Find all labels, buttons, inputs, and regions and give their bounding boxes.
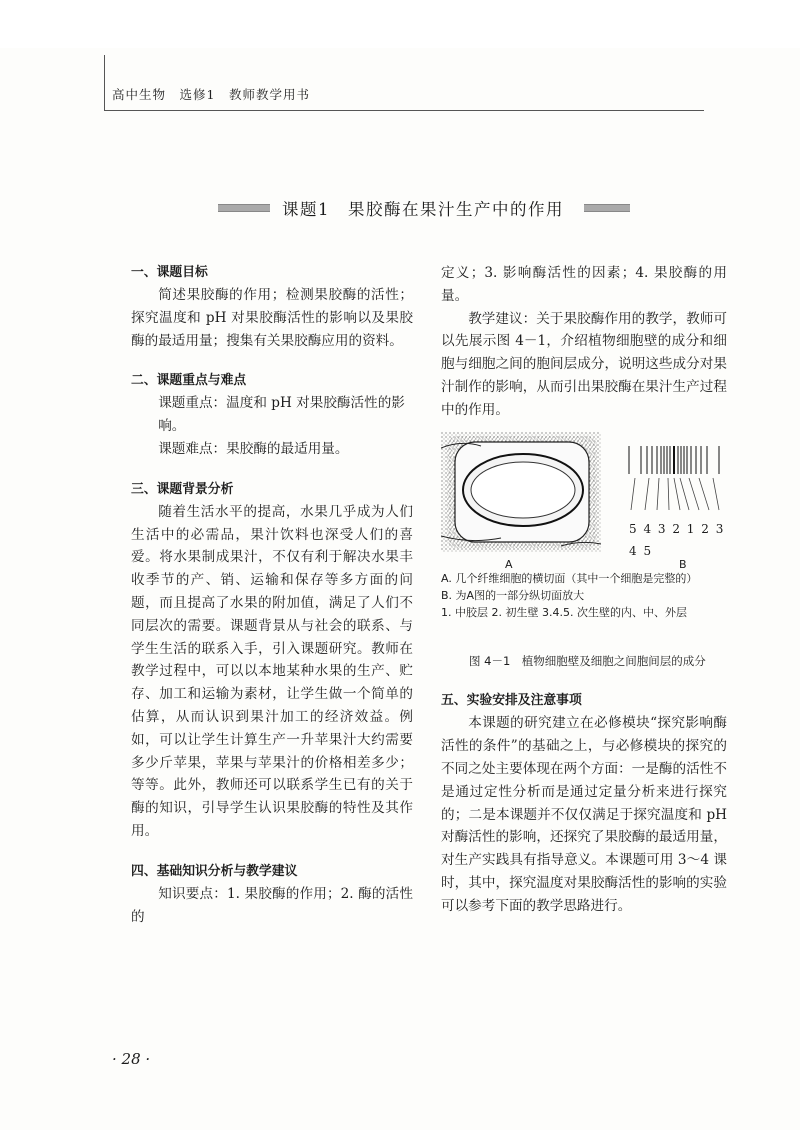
paragraph [441, 308, 727, 422]
right-column [441, 262, 727, 918]
figure-label-b: B [679, 557, 687, 571]
text-line: 了水果的附加值，满足了人们不同层次的需要。 [131, 594, 414, 634]
text-line: 是通过定性分析而是通过定量分析来进行探究的； [441, 783, 727, 823]
figure-layer-numbers: 5 4 3 2 1 2 3 4 5 [629, 521, 725, 559]
figure-label-a: A [505, 557, 513, 571]
text-line: 相差多少；等等。此外，教师还可以联系学生已 [131, 754, 414, 794]
chapter-title-block [200, 194, 630, 224]
text-line: 让学生做一个简单的估算，从而认识到果汁加工 [131, 686, 414, 725]
text-line: 手，引入课题研究。教师在教学过程中，可以以 [131, 640, 414, 680]
text-line: 活性的影响，还探究了果胶酶的最适用量，对生 [441, 829, 728, 869]
text-line: 课题背景从与社会的联系、与学生生活的联系入 [131, 617, 414, 657]
page-number: · 28 · [112, 1050, 151, 1068]
text-line: 有的关于酶的知识，引导学生认识果胶酶的特性 [131, 777, 414, 817]
text-line: 究温度和 pH 对果胶酶活性的影响以及果胶酶的 [131, 309, 414, 349]
text-line: 及其作用。 [131, 800, 414, 839]
figure-caption: 图 4－1 植物细胞壁及细胞之间胞间层的成分 [469, 653, 706, 668]
chapter-title: 课题1 果胶酶在果汁生产中的作用 [282, 200, 564, 219]
paragraph [131, 501, 413, 843]
text-line: 课题重点：温度和 pH 对果胶酶活性的影响。 [158, 395, 405, 435]
text-line: 随着生活水平的提高，水果几乎成为人们生 [131, 503, 413, 543]
section-heading: 三、课题背景分析 [131, 481, 234, 497]
figure-4-1 [441, 432, 727, 619]
text-line: 本地某种水果的生产、贮存、加工和运输为素材， [131, 663, 414, 703]
title-decor-bar-left [218, 204, 270, 212]
cell-cross-section-illustration [441, 432, 601, 552]
text-line: 不同之处主要体现在两个方面：一是酶的活性不 [441, 760, 727, 777]
legend-line: A. 几个纤维细胞的横切面（其中一个细胞是完整的） [441, 571, 698, 585]
section-heading: 四、基础知识分析与教学建议 [131, 863, 298, 879]
text-line: 本课题的研究建立在必修模块“探究影响酶 [468, 715, 727, 732]
text-line: 活中的必需品，果汁饮料也深受人们的喜爱。将 [131, 526, 414, 566]
header-rule [104, 110, 704, 111]
text-line: 产实践具有指导意义。本课题可用 3～4 课时，其 [441, 852, 727, 891]
legend-line: 1. 中胶层 2. 初生壁 3.4.5. 次生壁的内、中、外层 [441, 605, 687, 619]
text-line: 果汁大约需要多少斤苹果，苹果与苹果汁的价格 [131, 731, 414, 771]
text-line: 以先展示图 4－1，介绍植物细胞壁的成分和细胞 [441, 333, 727, 373]
left-column [131, 262, 413, 928]
text-line: 制作的影响，从而引出果胶酶在果汁生产过程中 [441, 378, 728, 418]
header-vertical-rule [104, 55, 105, 111]
text-line: 活性的条件”的基础之上，与必修模块的探究的 [441, 738, 727, 755]
text-line: 的作用。 [454, 401, 509, 418]
text-line: 水果制成果汁，不仅有利于解决水果丰收季节的 [131, 549, 414, 589]
text-line: 最适用量；搜集有关果胶酶应用的资料。 [158, 332, 403, 349]
text-line: 考下面的教学思路进行。 [481, 897, 632, 914]
paragraph: 知识要点：1. 果胶酶的作用；2. 酶的活性的 [131, 885, 413, 925]
text-line: 的经济效益。例如，可以让学生计算生产一升苹 [131, 708, 413, 748]
text-line: 中，探究温度对果胶酶活性的影响的实验可以参 [441, 874, 728, 914]
text-line: 二是本课题并不仅仅满足于探究温度和 pH 对酶 [441, 806, 728, 846]
scan-top-band [0, 0, 800, 48]
paragraph [441, 712, 727, 917]
text-line: 教学建议：关于果胶酶作用的教学，教师可 [468, 310, 727, 327]
figure-legend [441, 570, 731, 621]
section-heading: 二、课题重点与难点 [131, 373, 247, 389]
running-header: 高中生物 选修1 教师教学用书 [112, 87, 310, 102]
legend-line: B. 为A图的一部分纵切面放大 [441, 588, 585, 602]
text-line: 简述果胶酶的作用；检测果胶酶的活性；探 [131, 287, 413, 326]
cell-wall-layers-illustration [623, 432, 727, 522]
text-line: 课题难点：果胶酶的最适用量。 [158, 440, 349, 457]
text-line: 产、销、运输和保存等多方面的问题，而且提高 [131, 572, 414, 611]
paragraph [131, 284, 413, 352]
text-line: 与细胞之间的胞间层成分，说明这些成分对果汁 [441, 356, 728, 395]
continued-text-line: 定义；3. 影响酶活性的因素；4. 果胶酶的用量。 [441, 265, 727, 304]
title-decor-bar-right [584, 204, 630, 212]
section-heading: 五、实验安排及注意事项 [441, 693, 582, 709]
section-heading: 一、课题目标 [131, 265, 208, 280]
